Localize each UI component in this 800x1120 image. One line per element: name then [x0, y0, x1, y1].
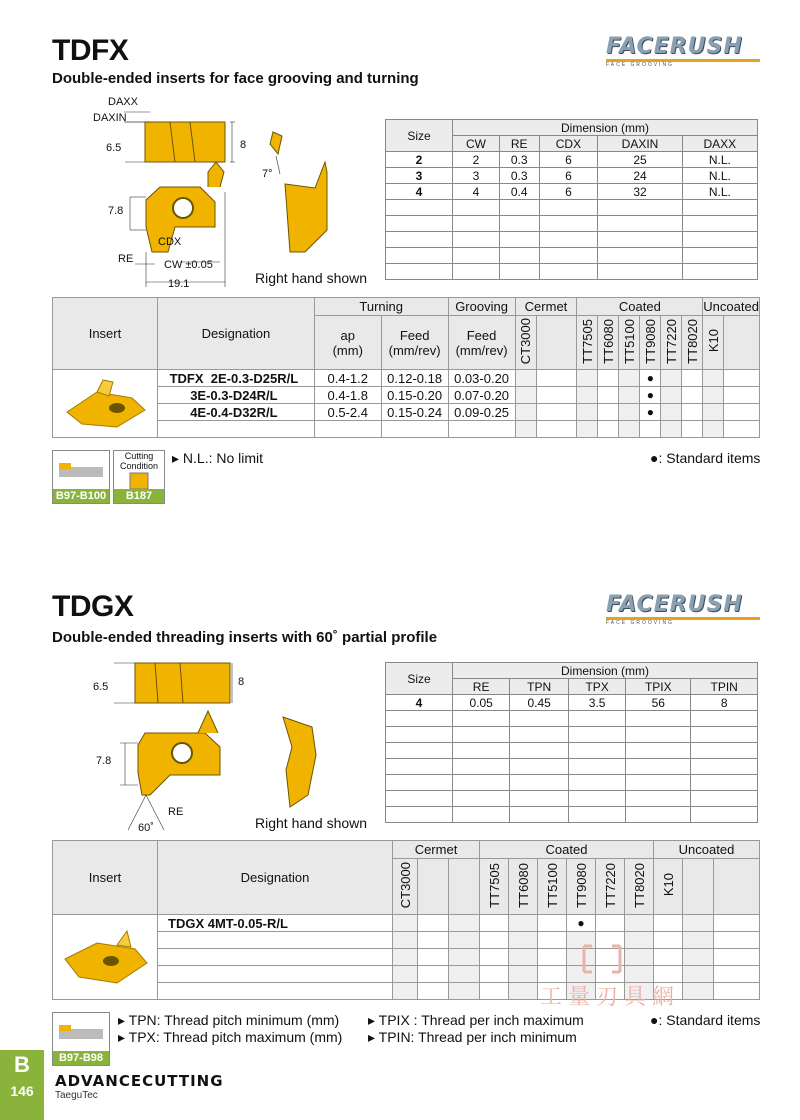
- label-re: RE: [118, 253, 134, 265]
- label-6-5: 6.5: [106, 142, 122, 154]
- table-row: TDFX 2E-0.3-D25R/L 0.4-1.2 0.12-0.18 0.03-0.20 ●: [53, 370, 760, 387]
- label-angle-7: 7°: [262, 168, 273, 180]
- holder-icon: [53, 1013, 109, 1049]
- table-row: 4E-0.4-D32R/L 0.5-2.4 0.15-0.24 0.09-0.25 ●: [53, 404, 760, 421]
- table-row: 3 3 0.3 6 24 N.L.: [386, 168, 758, 184]
- tdgx-insert-photo: [53, 915, 158, 1000]
- standard-item-mark: ●: [640, 387, 661, 404]
- label-cdx: CDX: [158, 236, 182, 248]
- label-7-8: 7.8: [108, 205, 124, 217]
- tdfx-insert-photo: [53, 370, 158, 438]
- label-19-1: 19.1: [168, 278, 190, 290]
- label-8: 8: [240, 139, 247, 151]
- ref-box-holder[interactable]: B97-B100: [52, 450, 110, 504]
- note-nl: ▸ N.L.: No limit: [172, 450, 264, 466]
- note-tpin: ▸ TPIN: Thread per inch minimum: [368, 1029, 577, 1045]
- label-daxin: DAXIN: [93, 112, 127, 124]
- note-standard-items: ●: Standard items: [650, 1012, 761, 1028]
- facerush-logo: FACERUSH FACE GROOVING: [606, 592, 760, 626]
- right-hand-shown-label: Right hand shown: [255, 815, 368, 831]
- ref-box-cutting-condition[interactable]: Cutting Condition B187: [113, 450, 165, 504]
- section-subtitle-tdgx: Double-ended threading inserts with 60˚ partial profile: [52, 629, 438, 646]
- section-title-tdgx: TDGX: [52, 590, 134, 623]
- tdgx-grade-table: Insert Designation Cermet Coated Uncoated CT3000 TT7505 TT6080 TT5100 TT9080 TT7220 TT8020 K10 TDGX 4MT-0.05-R/L ●: [52, 840, 760, 1000]
- book-icon: [114, 471, 164, 491]
- section-title-tdfx: TDFX: [52, 34, 129, 67]
- tdgx-dimension-table: Size Dimension (mm) RE TPN TPX TPIX TPIN 4 0.05 0.45 3.5 56 8: [385, 662, 758, 823]
- section-subtitle-tdfx: Double-ended inserts for face grooving and turning: [52, 70, 419, 87]
- standard-item-mark: ●: [640, 370, 661, 387]
- right-hand-shown-label: Right hand shown: [255, 270, 368, 286]
- page-tab: B 146: [0, 1050, 44, 1120]
- standard-item-mark: ●: [567, 915, 596, 932]
- watermark-logo-icon: [580, 944, 624, 974]
- label-daxx: DAXX: [108, 96, 138, 108]
- note-tpix: ▸ TPIX : Thread per inch maximum: [368, 1012, 584, 1028]
- facerush-logo: FACERUSH FACE GROOVING: [606, 34, 760, 68]
- table-row: 3E-0.3-D24R/L 0.4-1.8 0.15-0.20 0.07-0.20 ●: [53, 387, 760, 404]
- tdfx-grade-table: Insert Designation Turning Grooving Cermet Coated Uncoated ap (mm) Feed (mm/rev) Feed (mm/rev) CT3000 TT7505 TT6080 TT5100 TT9080 TT7220 TT8020 K10 TDFX 2E-0.3-D25R/L 0.4-1.2 0.12-0.18 0.03-0.20 ● 3E-0.3-D24R/L 0.4-1.8 0.15-0.20 0.07-0.20 ● 4E-0.4-D32R/L 0.5-2.4 0.15-0.24 0.09-0.25 ●: [52, 297, 760, 438]
- tdfx-dimension-table: Size Dimension (mm) CW RE CDX DAXIN DAXX 2 2 0.3 6 25 N.L. 3 3 0.3 6 24 N.L. 4 4 0.4 6 32 N.L.: [385, 119, 758, 280]
- insert-photo-tdgx: [57, 921, 153, 991]
- watermark: 工量刃具網: [540, 985, 681, 1010]
- label-angle-60: 60˚: [138, 822, 154, 834]
- page-number: 146: [10, 1083, 34, 1099]
- standard-item-mark: ●: [640, 404, 661, 421]
- label-re: RE: [168, 806, 184, 818]
- label-7-8: 7.8: [96, 755, 112, 767]
- tdgx-insert-drawing: [80, 655, 340, 835]
- note-tpn: ▸ TPN: Thread pitch minimum (mm): [118, 1012, 340, 1028]
- label-8: 8: [238, 676, 245, 688]
- note-standard-items: ●: Standard items: [650, 450, 761, 466]
- label-cw: CW ±0.05: [164, 259, 213, 271]
- advance-cutting-logo: ADVANCECUTTING TaeguTec: [55, 1072, 224, 1101]
- table-row: TDGX 4MT-0.05-R/L ●: [53, 915, 760, 932]
- table-row: 4 4 0.4 6 32 N.L.: [386, 184, 758, 200]
- insert-photo-tdfx: [57, 372, 153, 432]
- note-tpx: ▸ TPX: Thread pitch maximum (mm): [118, 1029, 343, 1045]
- label-6-5: 6.5: [93, 681, 109, 693]
- table-row: 2 2 0.3 6 25 N.L.: [386, 152, 758, 168]
- holder-icon: [53, 451, 109, 487]
- ref-box-holder[interactable]: B97-B98: [52, 1012, 110, 1066]
- table-row: 4 0.05 0.45 3.5 56 8: [386, 695, 758, 711]
